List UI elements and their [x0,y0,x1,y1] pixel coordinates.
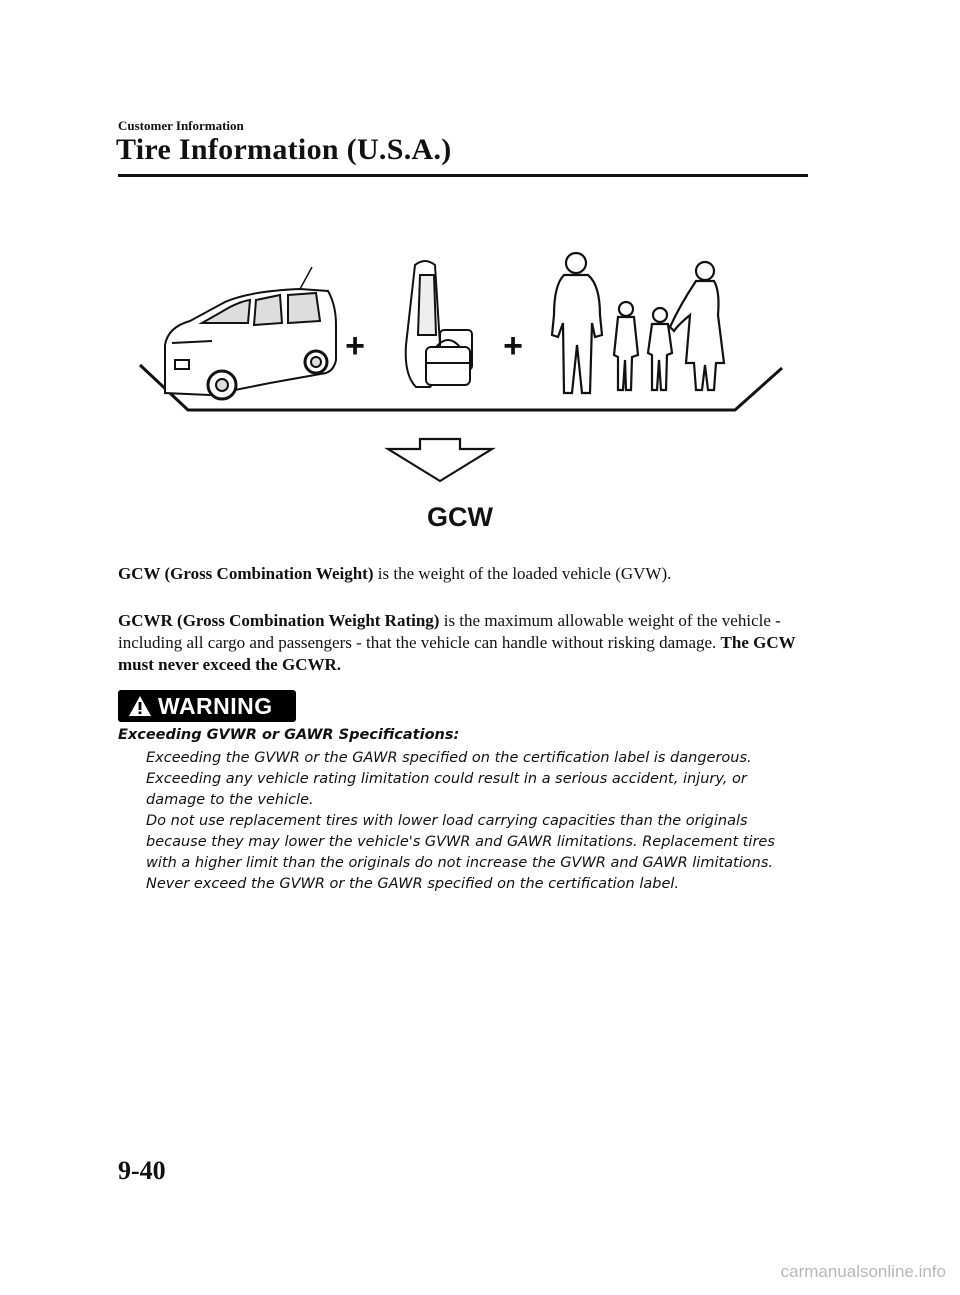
warning-label: WARNING [158,692,273,719]
minivan-icon [165,267,336,399]
gcw-definition [118,563,798,585]
gcw-text: is the weight of the loaded vehicle (GVW). [373,564,672,583]
family-icon [552,253,724,393]
plus-sign-2: + [503,327,523,365]
watermark: carmanualsonline.info [780,1262,946,1281]
gcw-illustration [130,245,800,545]
page-title: Tire Information (U.S.A.) [116,133,452,166]
luggage-icon [406,261,472,387]
warning-line: Never exceed the GVWR or the GAWR specified on the certification label. [146,876,680,892]
warning-line: Do not use replacement tires with lower load carrying capacities than the originals because they may lower the vehicle's GVWR and GAWR limitations. Replacement tires with a higher limit than the originals do not increase the GVWR and GAWR limitations. [146,813,775,871]
gcwr-term: GCWR (Gross Combination Weight Rating) [118,611,440,630]
warning-body [146,748,806,895]
warning-triangle-icon [128,695,152,717]
warning-heading: Exceeding GVWR or GAWR Specifications: [118,727,460,743]
gcw-figure-label: GCW [427,502,493,532]
gcw-term: GCW (Gross Combination Weight) [118,564,374,583]
plus-sign-1: + [345,327,365,365]
warning-badge [118,690,296,722]
title-divider [118,174,808,177]
page-number: 9-40 [118,1156,166,1185]
down-arrow-icon [388,439,492,481]
warning-line: Exceeding the GVWR or the GAWR specified on the certification label is dangerous. Exceeding any vehicle rating limitation could result in a serious accident, injury, or damage to the vehicle. [146,750,752,808]
section-label: Customer Information [118,118,244,133]
gcwr-text: is the maximum allowable weight of the vehicle - including all cargo and passengers - that the vehicle can handle without risking damage. [118,611,781,652]
gcwr-emphasis: The GCW must never exceed the GCWR. [118,633,796,674]
gcwr-definition [118,610,798,676]
